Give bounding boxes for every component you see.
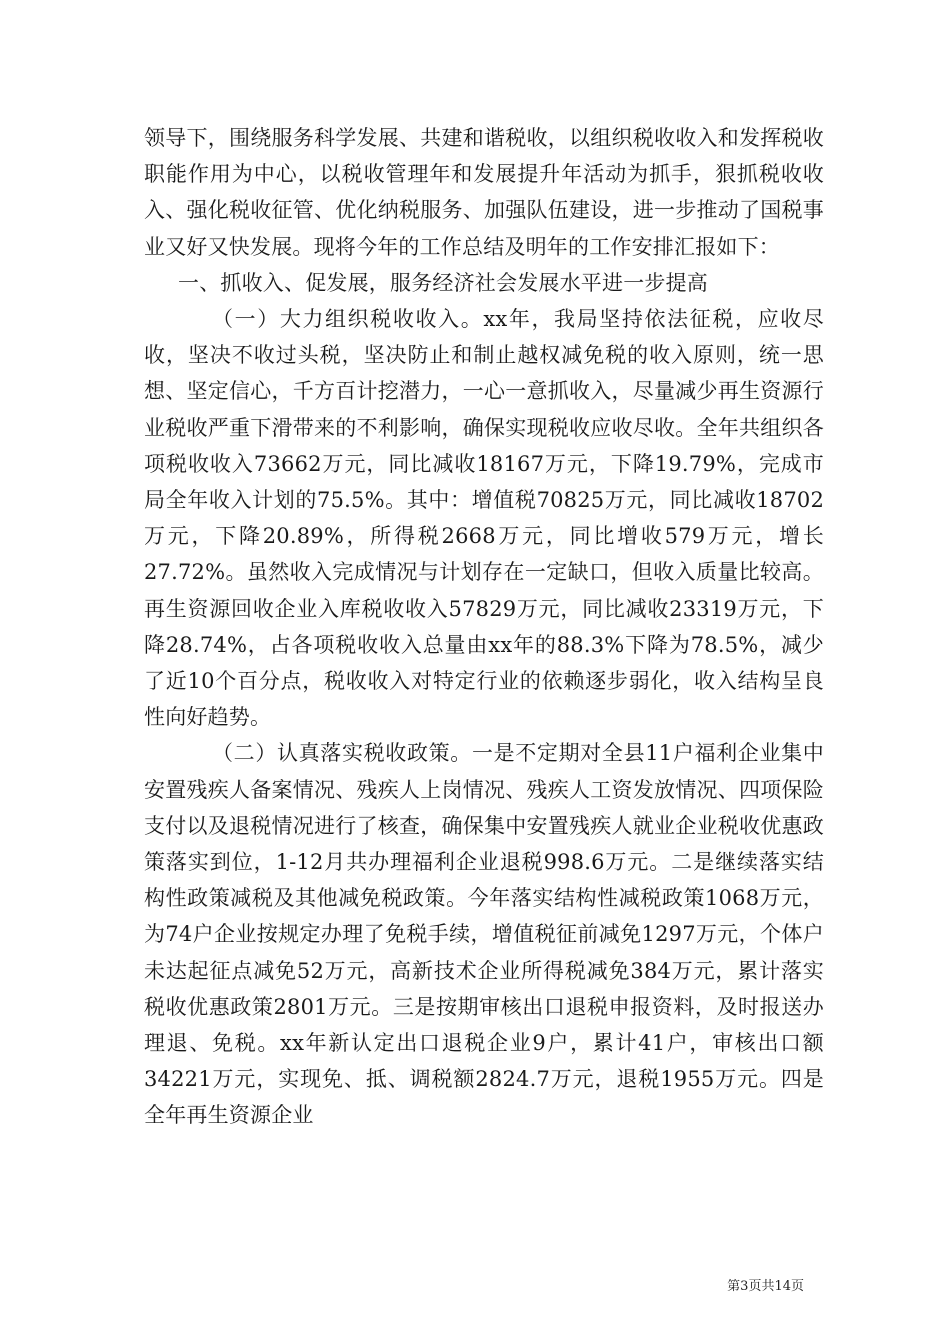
document-body <box>144 120 824 1134</box>
section-heading: 一、抓收入、促发展，服务经济社会发展水平进一步提高 <box>178 270 708 295</box>
paragraph-tax-revenue: （一）大力组织税收收入。xx年，我局坚持依法征税，应收尽收，坚决不收过头税，坚决防止和制止越权减免税的收入原则，统一思想、坚定信心，千方百计挖潜力，一心一意抓收入，尽量减少再生资源行业税收严重下滑带来的不利影响，确保实现税收应收尽收。全年共组织各项税收收入73662万元，同比减收18167万元，下降19.79%，完成市局全年收入计划的75.5%。其中：增值税70825万元，同比减收18702万元，下降20.89%，所得税2668万元，同比增收579万元，增长27.72%。虽然收入完成情况与计划存在一定缺口，但收入质量比较高。再生资源回收企业入库税收收入57829万元，同比减收23319万元，下降28.74%，占各项税收收入总量由xx年的88.3%下降为78.5%，减少了近10个百分点，税收收入对特定行业的依赖逐步弱化，收入结构呈良性向好趋势。 <box>144 307 824 730</box>
paragraph-tax-policy: （二）认真落实税收政策。一是不定期对全县11户福利企业集中安置残疾人备案情况、残疾人上岗情况、残疾人工资发放情况、四项保险支付以及退税情况进行了核查，确保集中安置残疾人就业企业税收优惠政策落实到位，1-12月共办理福利企业退税998.6万元。二是继续落实结构性政策减税及其他减免税政策。今年落实结构性减税政策1068万元，为74户企业按规定办理了免税手续，增值税征前减免1297万元，个体户未达起征点减免52万元，高新技术企业所得税减免384万元，累计落实税收优惠政策2801万元。三是按期审核出口退税申报资料，及时报送办理退、免税。xx年新认定出口退税企业9户，累计41户，审核出口额34221万元，实现免、抵、调税额2824.7万元，退税1955万元。四是全年再生资源企业 <box>144 741 824 1128</box>
page-number-footer: 第3页共14页 <box>727 1279 804 1294</box>
paragraph-intro: 领导下，围绕服务科学发展、共建和谐税收，以组织税收收入和发挥税收职能作用为中心，以税收管理年和发展提升年活动为抓手，狠抓税收收入、强化税收征管、优化纳税服务、加强队伍建设，进一步推动了国税事业又好又快发展。现将今年的工作总结及明年的工作安排汇报如下： <box>144 126 824 259</box>
